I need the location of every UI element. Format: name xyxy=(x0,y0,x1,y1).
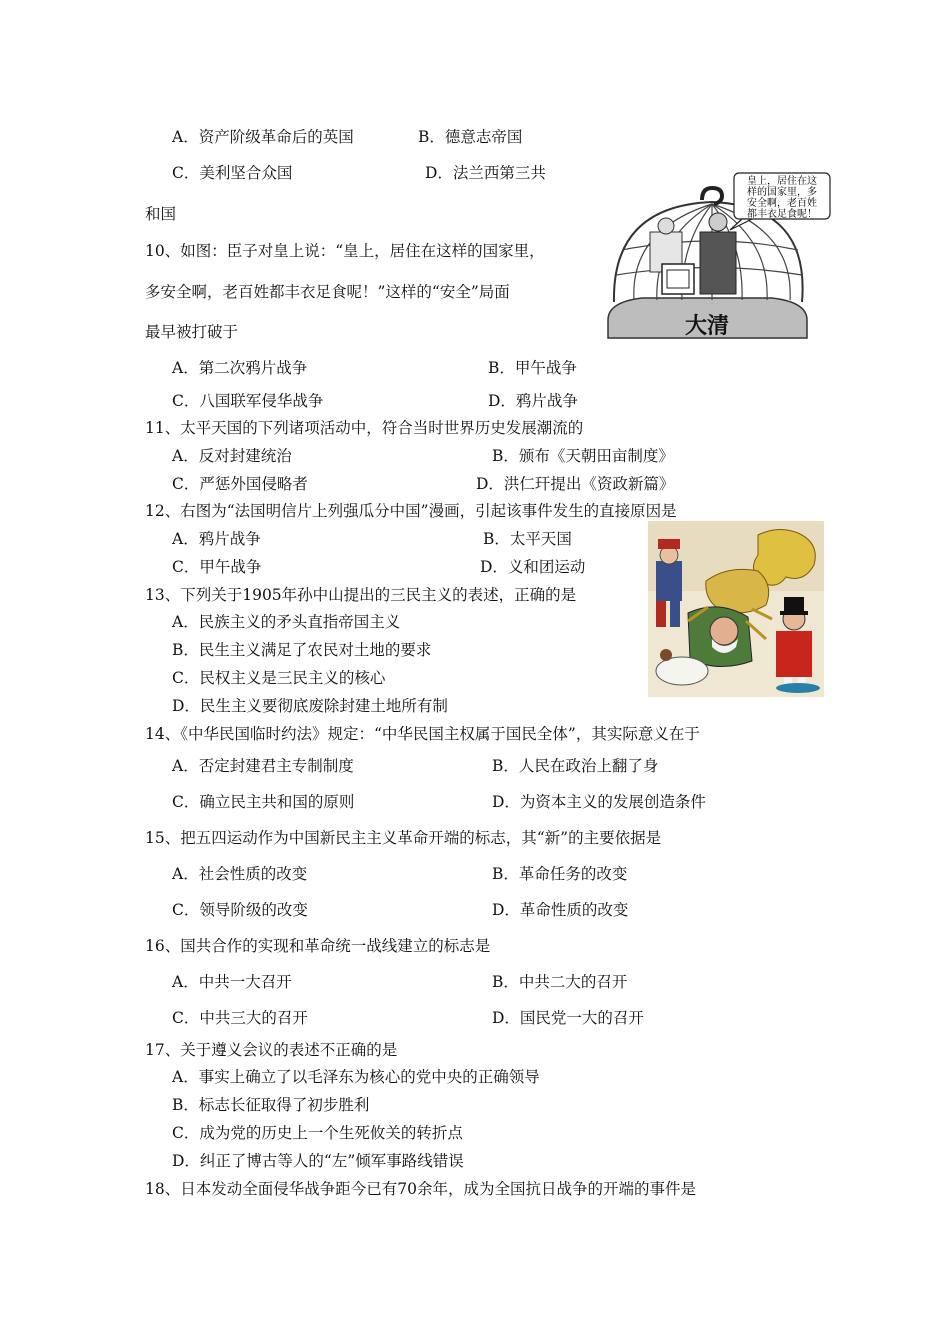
q13-option-c: C．民权主义是三民主义的核心 xyxy=(172,669,386,687)
q15-option-a: A．社会性质的改变 xyxy=(172,865,308,883)
q18-stem: 18、日本发动全面侵华战争距今已有70余年，成为全国抗日战争的开端的事件是 xyxy=(145,1180,696,1198)
q14-option-b: B．人民在政治上翻了身 xyxy=(492,757,659,775)
cartoon-speech-line2: 样的国家里，多 xyxy=(747,187,817,198)
birdcage-cartoon xyxy=(602,170,834,340)
q11-stem: 11、太平天国的下列诸项活动中，符合当时世界历史发展潮流的 xyxy=(145,419,584,437)
q10-option-b: B．甲午战争 xyxy=(488,359,577,377)
q12-option-a: A．鸦片战争 xyxy=(172,530,261,548)
q14-option-a: A．否定封建君主专制制度 xyxy=(172,757,354,775)
q16-option-c: C．中共三大的召开 xyxy=(172,1009,308,1027)
q14-option-c: C．确立民主共和国的原则 xyxy=(172,793,355,811)
q16-stem: 16、国共合作的实现和革命统一战线建立的标志是 xyxy=(145,937,491,955)
cartoon-speech-line3: 安全啊，老百姓 xyxy=(747,198,817,209)
q11-option-d: D．洪仁玕提出《资政新篇》 xyxy=(476,475,675,493)
q17-stem: 17、关于遵义会议的表述不正确的是 xyxy=(145,1041,398,1059)
q13-option-a: A．民族主义的矛头直指帝国主义 xyxy=(172,613,401,631)
q12-option-b: B．太平天国 xyxy=(483,530,572,548)
q15-option-b: B．革命任务的改变 xyxy=(492,865,628,883)
q17-option-d: D．纠正了博古等人的“左”倾军事路线错误 xyxy=(172,1152,464,1170)
q9-option-d: D．法兰西第三共 xyxy=(425,164,546,182)
q14-option-d: D．为资本主义的发展创造条件 xyxy=(492,793,706,811)
q15-option-d: D．革命性质的改变 xyxy=(492,901,629,919)
q16-option-b: B．中共二大的召开 xyxy=(492,973,628,991)
q11-option-b: B．颁布《天朝田亩制度》 xyxy=(492,447,674,465)
q10-stem-line2: 多安全啊，老百姓都丰衣足食呢！”这样的“安全”局面 xyxy=(145,283,510,301)
q16-option-d: D．国民党一大的召开 xyxy=(492,1009,644,1027)
q17-option-b: B．标志长征取得了初步胜利 xyxy=(172,1096,370,1114)
q15-option-c: C．领导阶级的改变 xyxy=(172,901,308,919)
q10-option-a: A．第二次鸦片战争 xyxy=(172,359,308,377)
q9-option-d-continued: 和国 xyxy=(145,205,177,223)
q10-stem-line1: 10、如图：臣子对皇上说：“皇上，居住在这样的国家里， xyxy=(145,242,545,260)
q13-option-b: B．民生主义满足了农民对土地的要求 xyxy=(172,641,432,659)
cartoon-speech-line1: 皇上，居住在这 xyxy=(747,176,817,187)
q12-option-c: C．甲午战争 xyxy=(172,558,262,576)
q17-option-c: C．成为党的历史上一个生死攸关的转折点 xyxy=(172,1124,463,1142)
q10-option-c: C．八国联军侵华战争 xyxy=(172,392,324,410)
q9-option-c: C．美利坚合众国 xyxy=(172,164,293,182)
q9-option-b: B．德意志帝国 xyxy=(418,128,523,146)
q13-option-d: D．民生主义要彻底废除封建土地所有制 xyxy=(172,697,448,715)
partition-cartoon xyxy=(648,521,824,697)
q12-stem: 12、右图为“法国明信片上列强瓜分中国”漫画，引起该事件发生的直接原因是 xyxy=(145,502,677,520)
q15-stem: 15、把五四运动作为中国新民主主义革命开端的标志，其“新”的主要依据是 xyxy=(145,829,662,847)
q11-option-c: C．严惩外国侵略者 xyxy=(172,475,308,493)
cage-label: 大清 xyxy=(684,314,730,339)
q16-option-a: A．中共一大召开 xyxy=(172,973,292,991)
q10-stem-line3: 最早被打破于 xyxy=(145,323,239,341)
cartoon-speech-line4: 都丰衣足食呢！ xyxy=(747,209,817,220)
q9-option-a: A．资产阶级革命后的英国 xyxy=(172,128,354,146)
q12-option-d: D．义和团运动 xyxy=(480,558,586,576)
q14-stem: 14、《中华民国临时约法》规定：“中华民国主权属于国民全体”，其实际意义在于 xyxy=(145,725,700,743)
q17-option-a: A．事实上确立了以毛泽东为核心的党中央的正确领导 xyxy=(172,1068,540,1086)
q11-option-a: A．反对封建统治 xyxy=(172,447,292,465)
q10-option-d: D．鸦片战争 xyxy=(488,392,578,410)
q13-stem: 13、下列关于1905年孙中山提出的三民主义的表述，正确的是 xyxy=(145,586,577,604)
